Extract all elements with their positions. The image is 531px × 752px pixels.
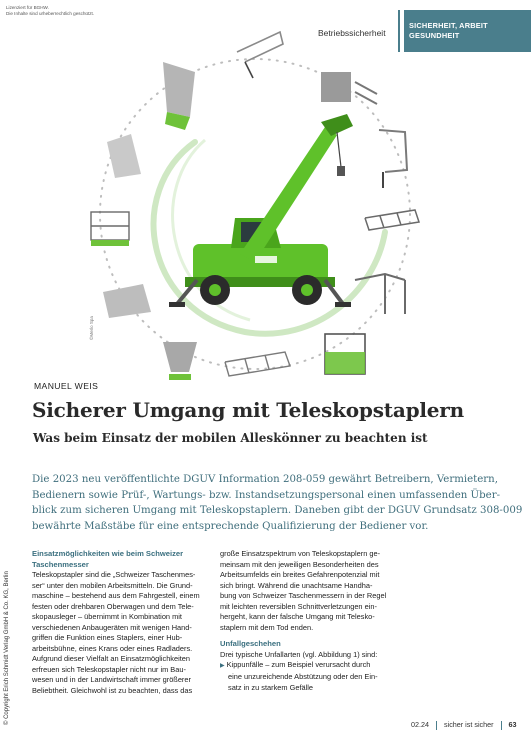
body-line: Aufgrund dieser Vielfalt an Einsatzmöglichkeiten <box>32 654 191 664</box>
attachment-bucket-large <box>163 62 195 130</box>
author-name: MANUEL WEIS <box>34 381 99 391</box>
article-title: Sicherer Umgang mit Teleskopstaplern <box>32 398 464 422</box>
lead-paragraph <box>32 472 523 534</box>
license-line-2: Die Inhalte sind urheberrechtlich geschützt. <box>6 11 95 16</box>
boom-cable <box>337 132 341 167</box>
license-line-1: Lizenziert für BGHW. <box>6 5 49 10</box>
lead-line: Bedienern sowie Prüf-, Wartungs- bzw. Instandsetzungspersonal einen umfassenden Über- <box>32 489 501 501</box>
license-note <box>6 5 94 17</box>
section-heading: Unfallgeschehen <box>220 639 281 649</box>
body-line: Arbeitsumfelds ein breites Gefahrenpotenzial mit <box>220 570 380 580</box>
stabilizer-right-foot <box>335 302 351 307</box>
footer-divider <box>436 721 437 730</box>
attachment-bale-fork <box>321 72 377 104</box>
bullet-continuation: eine unzureichende Abstützung oder den Ein- <box>228 671 378 681</box>
attachment-grab-bucket <box>107 134 141 178</box>
section-heading <box>32 549 217 570</box>
wheel-front-hub <box>209 284 221 296</box>
attachment-concrete-skip <box>163 342 197 380</box>
body-line: festen oder drehbaren Oberwagen und dem Tele- <box>32 601 194 611</box>
body-line: verschiedenen Anbaugeräten mit wenigen Hand- <box>32 622 192 632</box>
image-credit: ©Merlo Spa <box>89 316 94 340</box>
body-line: Teleskopstapler sind die „Schweizer Taschenmes- <box>32 570 196 579</box>
attachment-flat-bucket <box>103 284 151 318</box>
brand-line-2: GESUNDHEIT <box>409 31 460 40</box>
footer-divider <box>501 721 502 730</box>
body-line: wesen und in der Landwirtschaft immer größerer <box>32 675 191 685</box>
copyright-notice: © Copyright Erich Schmidt Verlag GmbH & Co. KG, Berlin <box>4 571 10 725</box>
body-line: sich bringt. Während die unachtsame Handha- <box>220 580 373 590</box>
brand-line-1: SICHERHEIT, ARBEIT <box>409 21 488 30</box>
body-line: meinsam mit den jeweiligen Besonderheiten des <box>220 559 379 569</box>
attachment-ring <box>100 59 410 369</box>
body-line: skopausleger – übernimmt in Kombination mit <box>32 612 182 622</box>
article-subtitle: Was beim Einsatz der mobilen Alleskönner zu beachten ist <box>33 431 428 445</box>
issue-number: 02.24 <box>411 720 429 729</box>
wheel-rear-hub <box>301 284 313 296</box>
hero-illustration <box>85 22 425 392</box>
body-line: erfreuen sich Teleskopstapler nicht nur im Bau- <box>32 664 186 674</box>
body-line: staplern mit dem Tod enden. <box>220 622 314 632</box>
body-line: große Einsatzspektrum von Teleskopstaplern ge- <box>220 549 381 558</box>
attachment-work-platform <box>91 212 129 246</box>
bullet-text: Kippunfälle – zum Beispiel verursacht durch <box>226 660 371 670</box>
lead-line: blick zum sicheren Umgang mit Teleskopstaplern. Daneben gibt der DGUV Grundsatz 308-009 <box>32 505 523 517</box>
bullet-continuation: satz in zu starkem Gefälle <box>228 682 314 692</box>
page-footer <box>411 720 517 730</box>
body-line: Drei typische Unfallarten (vgl. Abbildung 1) sind: <box>220 649 378 659</box>
body-line: mit leichten reversiblen Schnittverletzungen ein- <box>220 601 377 611</box>
body-line: arbeitsbühne, eines Krans oder eines Radladers. <box>32 643 193 653</box>
body-line: Beliebtheit. Gleichwohl ist zu beachten, dass das <box>32 686 193 696</box>
body-line: hergeht, kann der falsche Umgang mit Telesko- <box>220 612 375 622</box>
lead-line: bewährte Maßstäbe für eine entsprechende Qualifizierung der Bediener vor. <box>32 520 429 532</box>
body-line: ser“ unter den mobilen Arbeitsmitteln. Die Grund- <box>32 580 193 590</box>
body-column-2 <box>220 549 405 693</box>
attachment-side-jib <box>379 130 407 188</box>
heading-line: Taschenmesser <box>32 559 89 569</box>
heading-line: Einsatzmöglichkeiten wie beim Schweizer <box>32 549 184 558</box>
attachment-basket-platform <box>325 334 365 374</box>
attachment-truss-boom <box>225 352 290 376</box>
body-column-1 <box>32 549 217 697</box>
lead-line: Die 2023 neu veröffentlichte DGUV Information 208-059 gewährt Betreibern, Vermietern, <box>32 474 498 485</box>
body-line: bung von Schweizer Taschenmessern in der Regel <box>220 591 387 601</box>
boom-hook <box>337 166 345 176</box>
body-line: maschine – bestehend aus dem Fahrgestell, einem <box>32 591 200 601</box>
stabilizer-left-foot <box>169 302 185 307</box>
body-line: griffen die Funktion eines Staplers, einer Hub- <box>32 633 183 643</box>
bullet-item <box>220 660 405 672</box>
attachment-lattice-jib <box>365 210 419 230</box>
page-number: 63 <box>508 720 517 729</box>
section-tag: Betriebssicherheit <box>318 28 386 38</box>
bullet-arrow-icon: ▶ <box>220 663 225 670</box>
attachment-winch-jib <box>237 32 283 78</box>
magazine-name: sicher ist sicher <box>444 720 494 729</box>
machine-boom <box>240 127 337 262</box>
machine-logo-plate <box>255 256 277 263</box>
